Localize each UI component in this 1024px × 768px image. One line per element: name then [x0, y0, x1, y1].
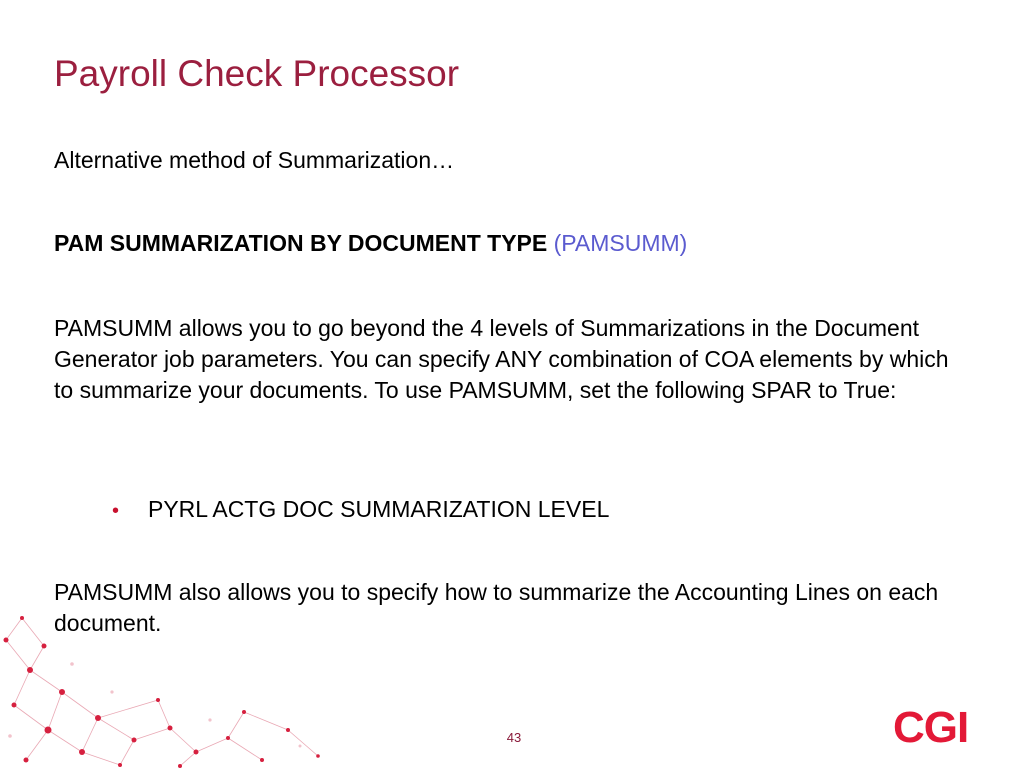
bullet-list-item [112, 494, 609, 527]
section-heading [54, 228, 974, 259]
section-heading-bold: PAM SUMMARIZATION BY DOCUMENT TYPE [54, 230, 548, 256]
alt-method-text: Alternative method of Summarization… [54, 147, 455, 173]
section-heading-abbrev: (PAMSUMM) [553, 230, 688, 256]
bullet-item-text: PYRL ACTG DOC SUMMARIZATION LEVEL [148, 496, 610, 522]
also-paragraph: PAMSUMM also allows you to specify how to summarize the Accounting Lines on each document. [54, 579, 939, 636]
cgi-logo: CGI [893, 703, 969, 752]
network-dots-graphic [0, 600, 330, 768]
slide-title: Payroll Check Processor [54, 53, 460, 94]
pamsumm-paragraph: PAMSUMM allows you to go beyond the 4 levels of Summarizations in the Document Generator job parameters. You can specify ANY combination of COA elements by which to summarize your documents. To use PAMSUMM, set the following SPAR to True: [54, 315, 949, 403]
page-number: 43 [506, 730, 522, 745]
bullet-icon: • [112, 500, 120, 522]
